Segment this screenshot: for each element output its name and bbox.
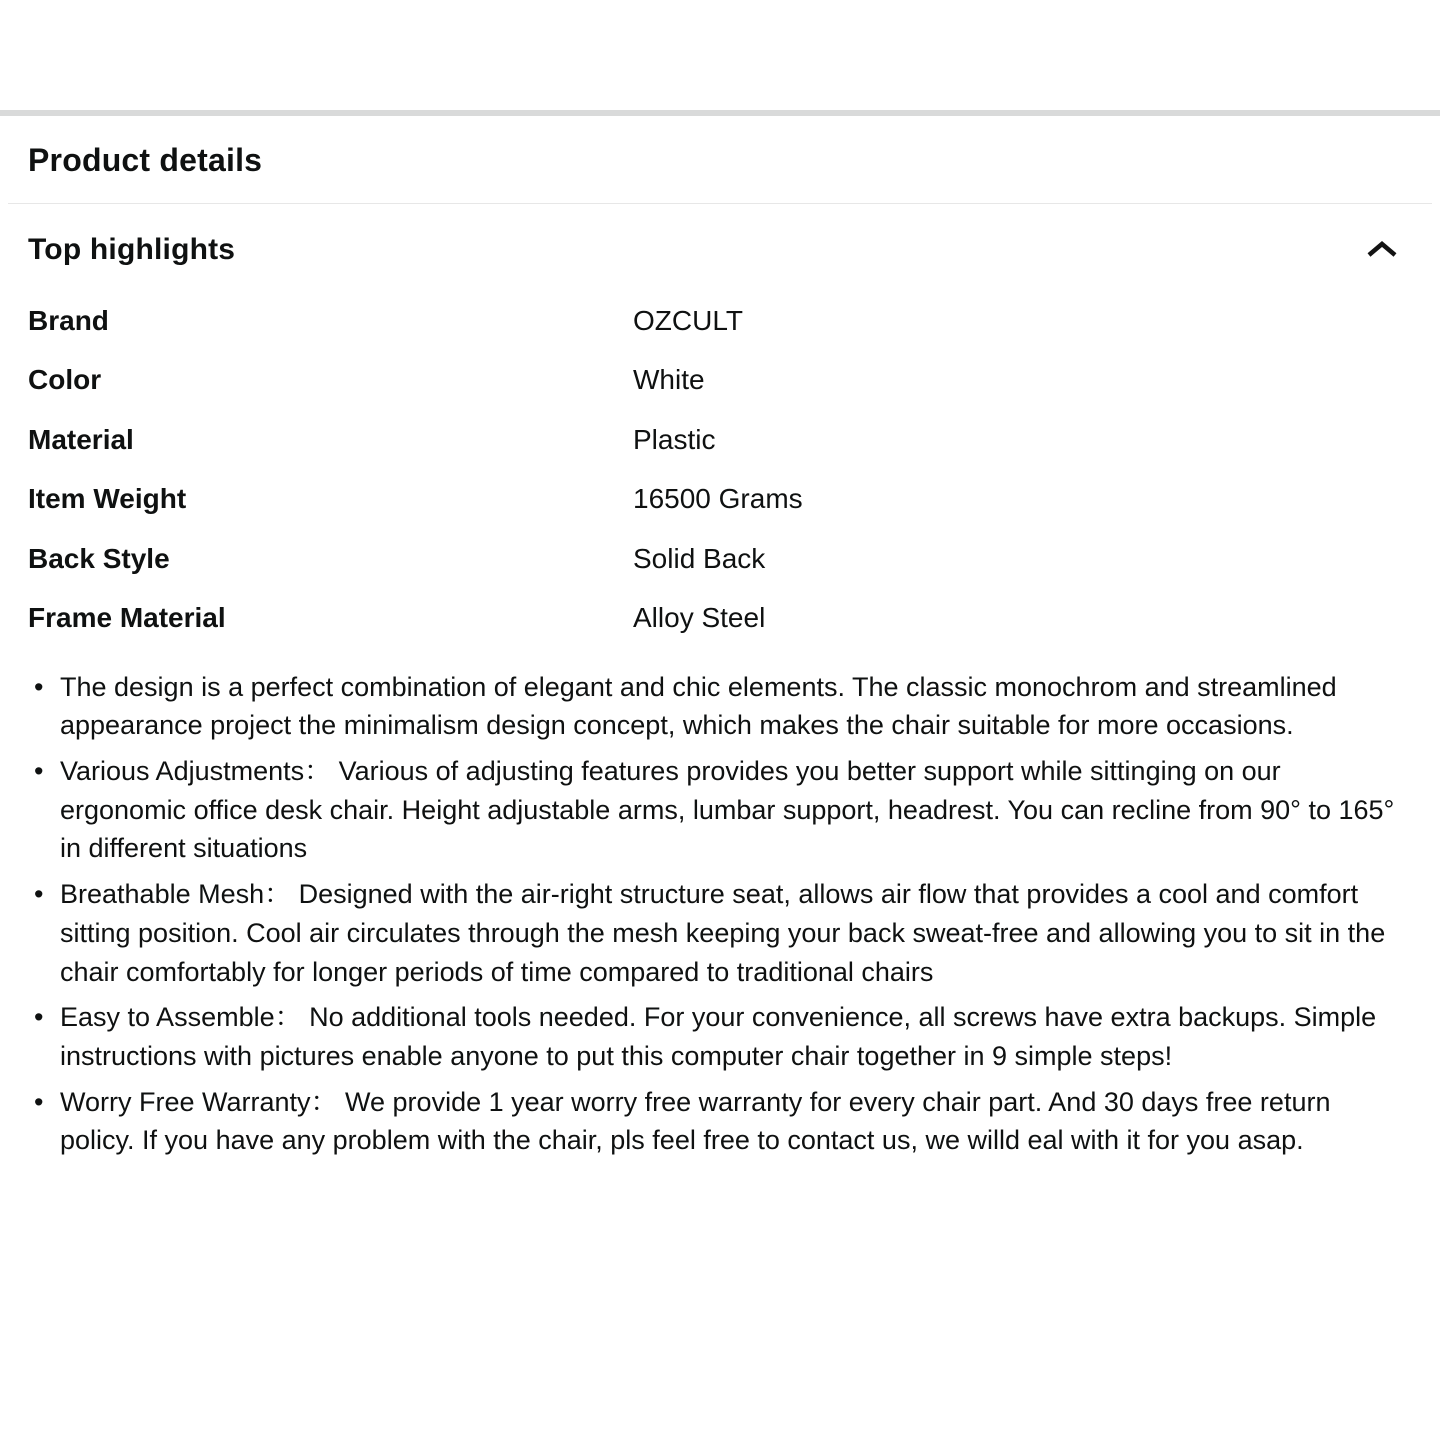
- collapse-button[interactable]: [1362, 235, 1402, 263]
- table-row: [28, 469, 1406, 529]
- spec-table: [28, 291, 1406, 648]
- table-row: [28, 588, 1406, 648]
- spec-label: Color: [28, 364, 102, 396]
- table-row: [28, 291, 1406, 351]
- top-highlights-header[interactable]: [28, 230, 1406, 269]
- table-row: [28, 350, 1406, 410]
- list-item: • Breathable Mesh： Designed with the air-right structure seat, allows air flow that provides a cool and comfort sitting position. Cool air circulates through the mesh keeping your back sweat-free and allowing you to sit in the chair comfortably for longer periods of time compared to traditional chairs: [28, 875, 1406, 991]
- bullet-list: [28, 668, 1406, 1160]
- thin-divider: [8, 203, 1432, 204]
- list-item: • The design is a perfect combination of elegant and chic elements. The classic monochrom and streamlined appearance project the minimalism design concept, which makes the chair suitable for more occasions.: [28, 668, 1406, 745]
- section-divider: [0, 110, 1440, 116]
- product-details-content: [0, 140, 1440, 1160]
- section-title: Top highlights: [28, 232, 236, 266]
- list-item: • Easy to Assemble： No additional tools needed. For your convenience, all screws have extra backups. Simple instructions with pictures enable anyone to put this computer chair together in 9 simple steps!: [28, 998, 1406, 1075]
- table-row: [28, 529, 1406, 589]
- spec-label: Frame Material: [28, 602, 226, 634]
- spec-label: Item Weight: [28, 483, 187, 515]
- spec-value: 16500 Grams: [633, 483, 803, 515]
- chevron-up-icon: [1366, 239, 1398, 259]
- spec-value: Plastic: [633, 423, 716, 455]
- spec-value: Solid Back: [633, 542, 766, 574]
- list-item: • Worry Free Warranty： We provide 1 year worry free warranty for every chair part. And 30 days free return policy. If you have any problem with the chair, pls feel free to contact us, we willd eal with it for you asap.: [28, 1083, 1406, 1160]
- top-spacer: [0, 0, 1440, 110]
- table-row: [28, 410, 1406, 470]
- spec-label: Back Style: [28, 542, 170, 574]
- spec-value: OZCULT: [633, 304, 743, 336]
- spec-label: Material: [28, 423, 134, 455]
- spec-value: Alloy Steel: [633, 602, 766, 634]
- spec-value: White: [633, 364, 705, 396]
- spec-label: Brand: [28, 304, 109, 336]
- list-item: • Various Adjustments： Various of adjusting features provides you better support while sittinging on our ergonomic office desk chair. Height adjustable arms, lumbar support, headrest. You can recline from 90° to 165° in different situations: [28, 752, 1406, 868]
- page-title: Product details: [28, 142, 263, 178]
